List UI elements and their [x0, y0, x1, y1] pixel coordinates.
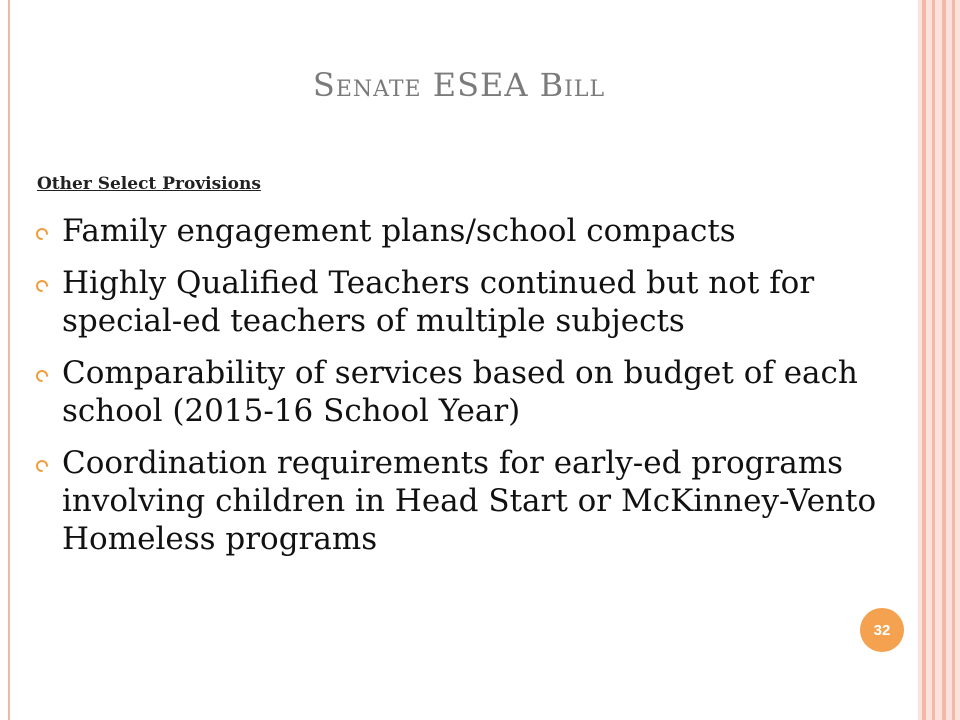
bullet-icon	[36, 370, 48, 382]
bullet-icon	[36, 228, 48, 240]
section-subtitle: Other Select Provisions	[37, 174, 261, 194]
slide-title	[0, 66, 918, 104]
bullet-text: Family engagement plans/school compacts	[62, 213, 736, 249]
border-stripe	[932, 0, 935, 720]
right-decorative-border	[918, 0, 960, 720]
border-stripe	[942, 0, 946, 720]
page-number: 32	[873, 621, 891, 639]
left-frame-line	[8, 0, 10, 720]
border-stripe	[952, 0, 955, 720]
list-item	[36, 264, 886, 340]
list-item	[36, 212, 886, 250]
bullet-list	[36, 212, 886, 572]
border-stripe	[922, 0, 926, 720]
page-number-badge	[860, 608, 904, 652]
list-item	[36, 354, 886, 430]
bullet-text: Comparability of services based on budget of each school (2015-16 School Year)	[62, 355, 858, 429]
slide-title-text: Senate ESEA Bill	[312, 66, 606, 104]
bullet-text: Coordination requirements for early-ed programs involving children in Head Start or McKinney-Vento Homeless programs	[62, 445, 877, 557]
bullet-icon	[36, 460, 48, 472]
bullet-text: Highly Qualified Teachers continued but not for special-ed teachers of multiple subjects	[62, 265, 815, 339]
bullet-icon	[36, 280, 48, 292]
list-item	[36, 444, 886, 558]
